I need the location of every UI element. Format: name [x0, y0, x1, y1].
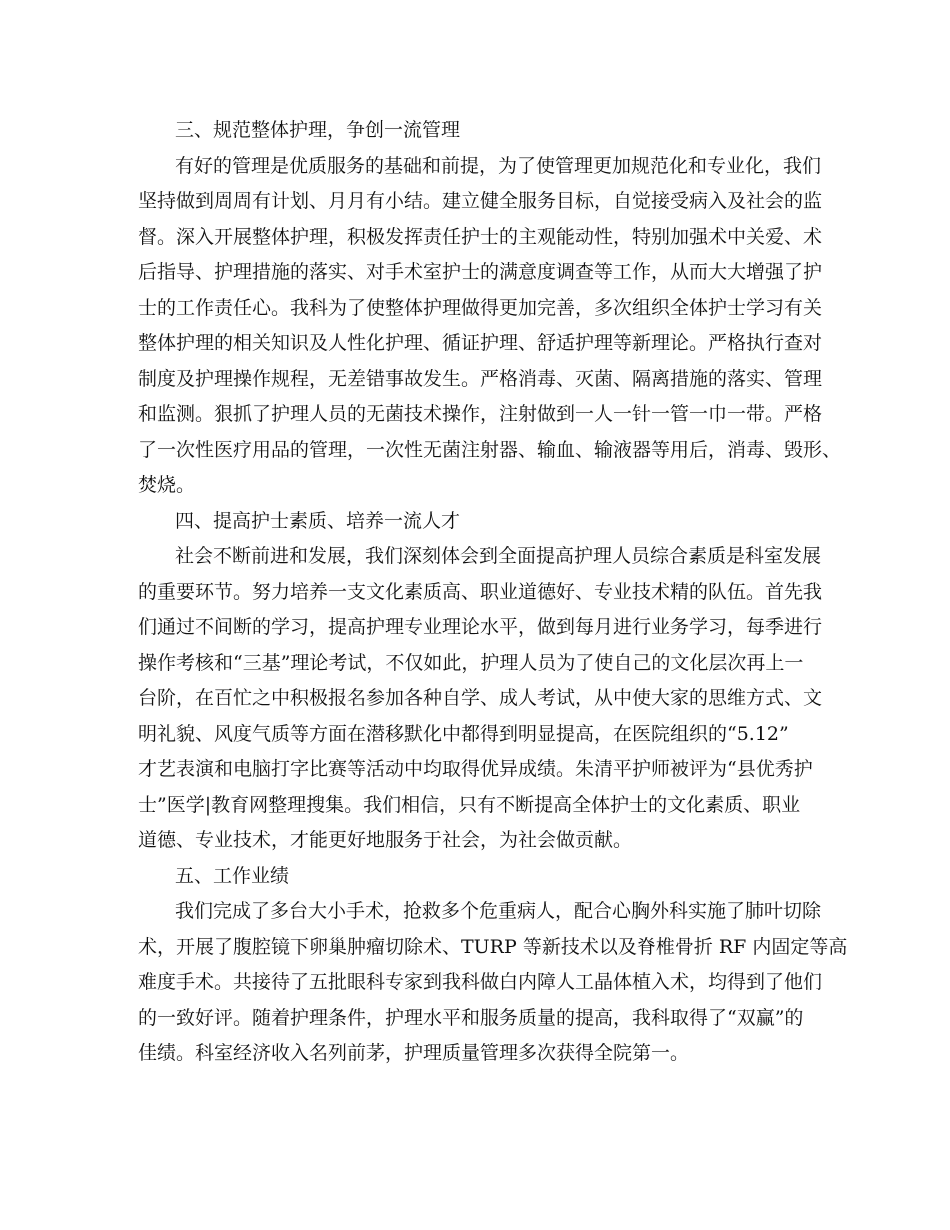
paragraph-line: 后指导、护理措施的落实、对手术室护士的满意度调查等工作，从而大大增强了护	[138, 261, 823, 283]
paragraph-line: 佳绩。科室经济收入名列前茅，护理质量管理多次获得全院第一。	[138, 1042, 690, 1064]
paragraph-line: 坚持做到周周有计划、月月有小结。建立健全服务目标，自觉接受病入及社会的监	[138, 190, 823, 212]
paragraph-line: 难度手术。共接待了五批眼科专家到我科做白内障人工晶体植入术，均得到了他们	[138, 971, 823, 993]
paragraph-line: 明礼貌、风度气质等方面在潜移默化中都得到明显提高，在医院组织的“5.12”	[138, 723, 789, 745]
paragraph-line: 制度及护理操作规程，无差错事故发生。严格消毒、灭菌、隔离措施的落实、管理	[138, 368, 823, 390]
paragraph-line: 士”医学|教育网整理搜集。我们相信，只有不断提高全体护士的文化素质、职业	[138, 794, 801, 816]
paragraph-line: 才艺表演和电脑打字比赛等活动中均取得优异成绩。朱清平护师被评为“县优秀护	[138, 758, 813, 780]
heading-section-3: 三、规范整体护理，争创一流管理	[175, 119, 461, 141]
paragraph-line: 们通过不间断的学习，提高护理专业理论水平，做到每月进行业务学习，每季进行	[138, 616, 823, 638]
paragraph-line: 的一致好评。随着护理条件，护理水平和服务质量的提高，我科取得了“双赢”的	[138, 1007, 804, 1029]
paragraph-line: 我们完成了多台大小手术，抢救多个危重病人，配合心胸外科实施了肺叶切除	[175, 900, 822, 922]
paragraph-line: 社会不断前进和发展，我们深刻体会到全面提高护理人员综合素质是科室发展	[175, 545, 822, 567]
paragraph-line: 台阶，在百忙之中积极报名参加各种自学、成人考试，从中使大家的思维方式、文	[138, 687, 823, 709]
paragraph-line: 操作考核和“三基”理论考试，不仅如此，护理人员为了使自己的文化层次再上一	[138, 652, 804, 674]
paragraph-line: 和监测。狠抓了护理人员的无菌技术操作，注射做到一人一针一管一巾一带。严格	[138, 403, 823, 425]
paragraph-line: 焚烧。	[138, 474, 196, 496]
heading-section-4: 四、提高护士素质、培养一流人才	[175, 510, 461, 532]
paragraph-line: 士的工作责任心。我科为了使整体护理做得更加完善，多次组织全体护士学习有关	[138, 297, 823, 319]
paragraph-line: 术，开展了腹腔镜下卵巢肿瘤切除术、TURP 等新技术以及脊椎骨折 RF 内固定等高	[138, 936, 848, 958]
paragraph-line: 整体护理的相关知识及人性化护理、循证护理、舒适护理等新理论。严格执行查对	[138, 332, 823, 354]
heading-section-5: 五、工作业绩	[175, 865, 290, 887]
paragraph-line: 了一次性医疗用品的管理，一次性无菌注射器、输血、输液器等用后，消毒、毁形、	[138, 439, 842, 461]
paragraph-line: 道德、专业技术，才能更好地服务于社会，为社会做贡献。	[138, 829, 633, 851]
paragraph-line: 有好的管理是优质服务的基础和前提，为了使管理更加规范化和专业化，我们	[175, 155, 822, 177]
paragraph-line: 的重要环节。努力培养一支文化素质高、职业道德好、专业技术精的队伍。首先我	[138, 581, 823, 603]
paragraph-line: 督。深入开展整体护理，积极发挥责任护士的主观能动性，特别加强术中关爱、术	[138, 226, 823, 248]
